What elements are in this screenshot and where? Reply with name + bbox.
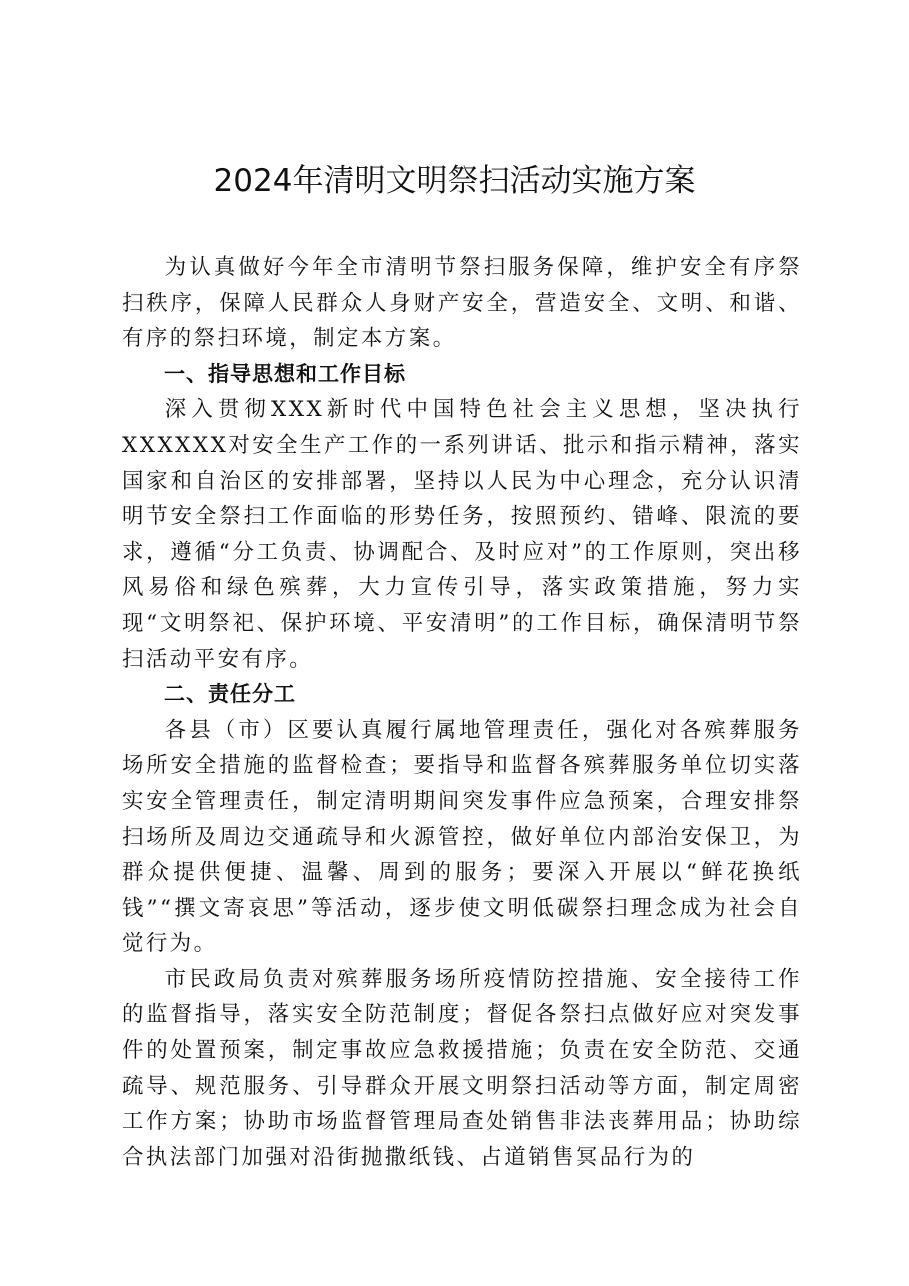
section-2-paragraph-1: 各县（市）区要认真履行属地管理责任，强化对各殡葬服务场所安全措施的监督检查；要指导和监督各殡葬服务单位切实落实安全管理责任，制定清明期间突发事件应急预案，合理安排祭扫场所及周边交通疏导和火源管控，做好单位内部治安保卫，为群众提供便捷、温馨、周到的服务；要深入开展以“鲜花换纸钱”“撰文寄哀思”等活动，逐步使文明低碳祭扫理念成为社会自觉行为。: [122, 717, 802, 957]
section-heading-1: 一、指导思想和工作目标: [164, 361, 406, 386]
section-2-paragraph-2: 市民政局负责对殡葬服务场所疫情防控措施、安全接待工作的监督指导，落实安全防范制度；督促各祭扫点做好应对突发事件的处置预案，制定事故应急救援措施；负责在安全防范、交通疏导、规范服务、引导群众开展文明祭扫活动等方面，制定周密工作方案；协助市场监督管理局查处销售非法丧葬用品；协助综合执法部门加强对沿街抛撒纸钱、占道销售冥品行为的: [122, 966, 802, 1170]
intro-paragraph: 为认真做好今年全市清明节祭扫服务保障，维护安全有序祭扫秩序，保障人民群众人身财产安全，营造安全、文明、和谐、有序的祭扫环境，制定本方案。: [122, 255, 802, 352]
section-1-paragraph-1: 深入贯彻XXX新时代中国特色社会主义思想，坚决执行XXXXXX对安全生产工作的一系列讲话、批示和指示精神，落实国家和自治区的安排部署，坚持以人民为中心理念，充分认识清明节安全祭扫工作面临的形势任务，按照预约、错峰、限流的要求，遵循“分工负责、协调配合、及时应对”的工作原则，突出移风易俗和绿色殡葬，大力宣传引导，落实政策措施，努力实现“文明祭祀、保护环境、平安清明”的工作目标，确保清明节祭扫活动平安有序。: [122, 397, 802, 672]
document-body: [122, 250, 802, 1175]
section-heading-2: 二、责任分工: [164, 682, 296, 707]
document-title: 2024年清明文明祭扫活动实施方案: [213, 163, 696, 199]
